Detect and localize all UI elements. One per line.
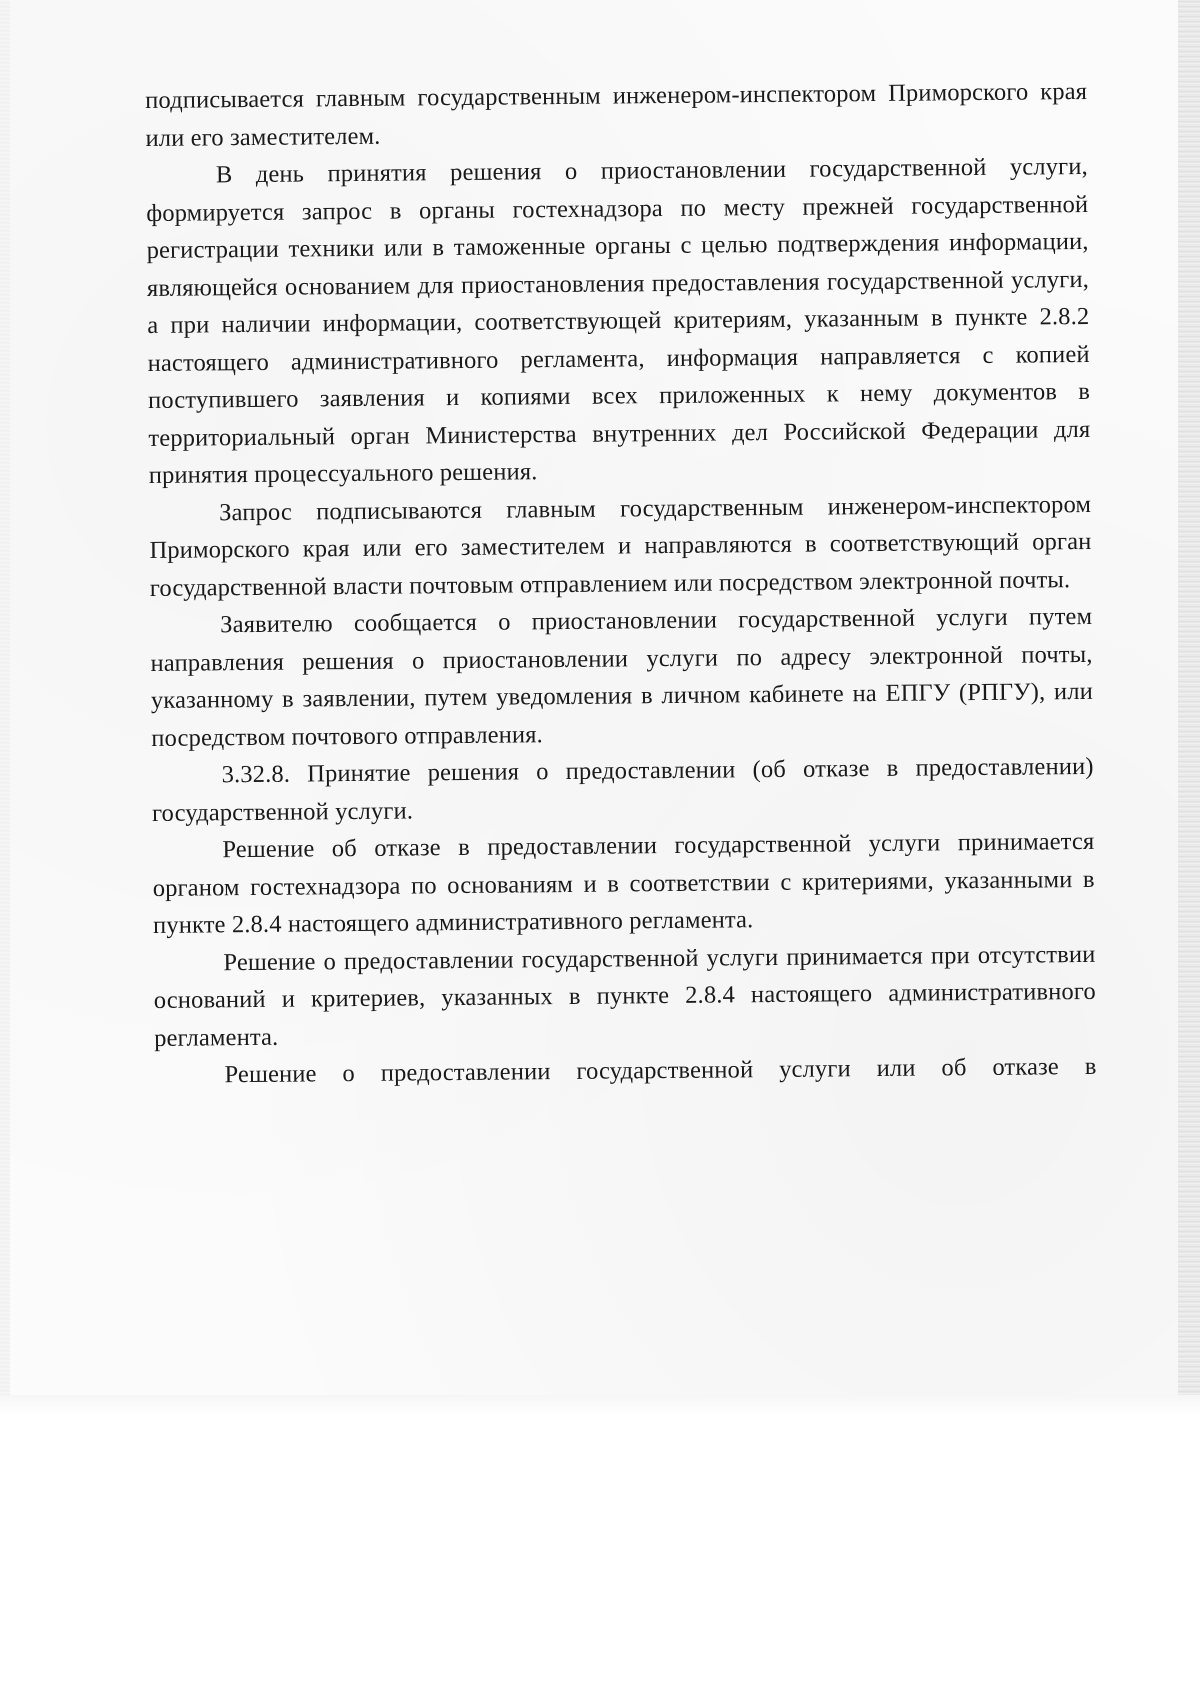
scan-bottom-edge [0,1395,1200,1415]
paragraph-continuation: подписывается главным государственным инженером-инспектором Приморского края или его заместителем. [145,77,1088,152]
paragraph-request-signing: Запрос подписываются главным государственным инженером-инспектором Приморского края или его заместителем и направляются в соответствующий орган государственной власти почтовым отправлением или посредством электронной почты. [149,490,1092,602]
paragraph-decision-continued: Решение о предоставлении государственной услуги или об отказе в [224,1052,1097,1089]
document-body [145,73,1097,1094]
scan-right-edge [1178,0,1200,1415]
paragraph-refusal-decision: Решение об отказе в предоставлении государственной услуги принимается органом гостехнадзора по основаниям и в соответствии с критериями, указанными в пункте 2.8.4 настоящего административного регламента. [152,827,1095,939]
paragraph-suspension-request: В день принятия решения о приостановлении государственной услуги, формируется запрос в органы гостехнадзора по месту прежней государственной регистрации техники или в таможенные органы с целью подтверждения информации, являющейся основанием для приостановления предоставления государственной услуги, а при наличии информации, соответствующей критериям, указанным в пункте 2.8.2 настоящего административного регламента, информация направляется с копией поступившего заявления и копиями всех приложенных к нему документов в территориальный орган Министерства внутренних дел Российской Федерации для принятия процессуального решения. [146,152,1091,489]
section-heading-3-32-8: 3.32.8. Принятие решения о предоставлении (об отказе в предоставлении) государственной услуги. [151,752,1094,827]
paragraph-grant-decision: Решение о предоставлении государственной услуги принимается при отсутствии оснований и критериев, указанных в пункте 2.8.4 настоящего административного регламента. [153,940,1096,1052]
scan-left-edge [0,0,10,1415]
paragraph-applicant-notification: Заявителю сообщается о приостановлении государственной услуги путем направления решения о приостановлении услуги по адресу электронной почты, указанному в заявлении, путем уведомления в личном кабинете на ЕПГУ (РПГУ), или посредством почтового отправления. [150,602,1094,752]
